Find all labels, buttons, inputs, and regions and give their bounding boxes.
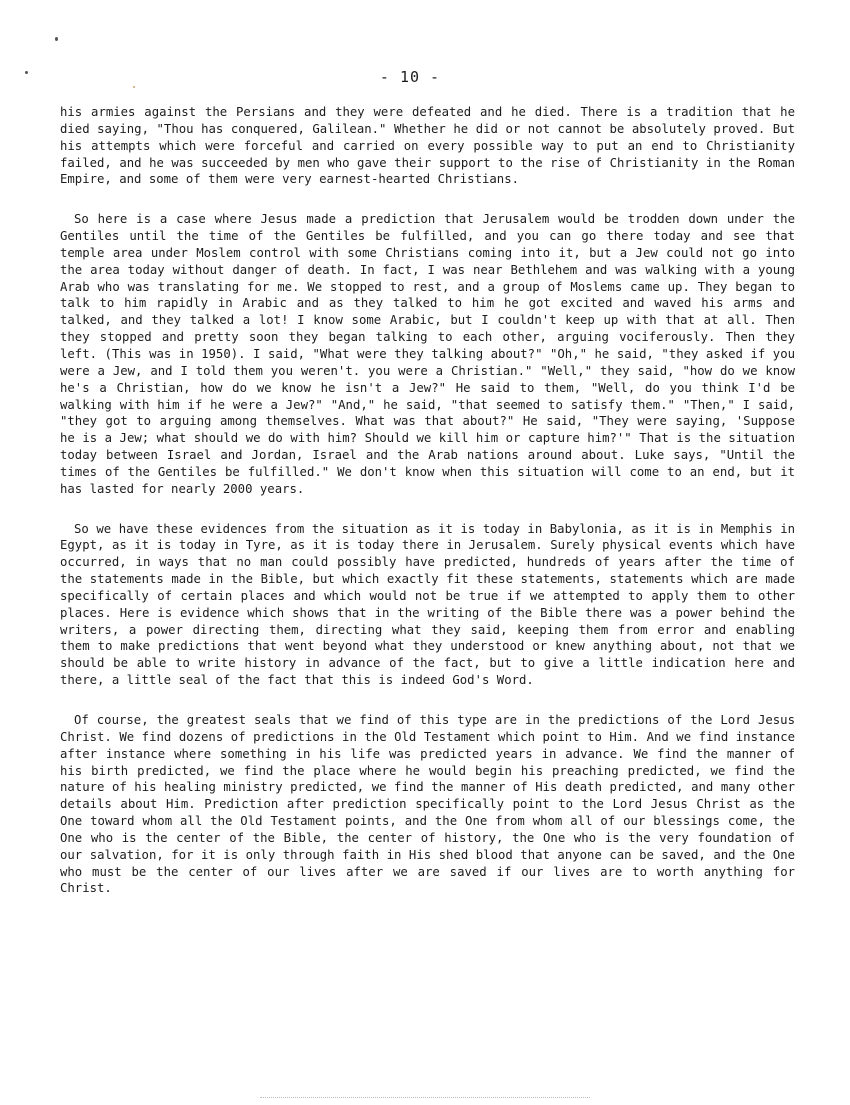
paragraph-4: Of course, the greatest seals that we find of this type are in the predictions of the Lord Jesus Christ. We find dozens of predictions in the Old Testament which point to Him. And we find instance after instance where something in his life was predicted years in advance. We find the manner of his birth predicted, we find the place where he would begin his preaching predicted, we find the nature of his healing ministry predicted, we find the manner of His death predicted, and many other details about Him. Prediction after prediction specifically point to the Lord Jesus Christ as the One toward whom all the Old Testament points, and the One from whom all of our blessings come, the One who is the center of the Bible, the center of history, the One who is the very foundation of our salvation, for it is only through faith in His shed blood that anyone can be saved, and the One who must be the center of our lives after we are saved if our lives are to worth anything for Christ. — [60, 713, 795, 896]
paragraph-1: his armies against the Persians and they were defeated and he died. There is a tradition that he died saying, "Thou has conquered, Galilean." Whether he did or not cannot be absolutely proved. But his attempts which were forceful and carried on every possible way to put an end to Christianity failed, and he was succeeded by men who gave their support to the rise of Christianity in the Roman Empire, and some of them were very earnest-hearted Christians. — [60, 105, 795, 187]
body-text — [60, 104, 795, 920]
paragraph-2: So here is a case where Jesus made a prediction that Jerusalem would be trodden down under the Gentiles until the time of the Gentiles be fulfilled, and you can go there today and see that temple area under Moslem control with some Christians coming into it, but a Jew could not go into the area today without danger of death. In fact, I was near Bethlehem and was walking with a young Arab who was translating for me. We stopped to rest, and a group of Moslems came up. They began to talk to him rapidly in Arabic and as they talked to him he got excited and waved his arms and talked, and they talked a lot! I know some Arabic, but I couldn't keep up with that at all. Then they stopped and pretty soon they began talking to each other, arguing vociferously. Then they left. (This was in 1950). I said, "What were they talking about?" "Oh," he said, "they asked if you were a Jew, and I told them you weren't. you were a Christian." "Well," they said, "how do we know he's a Christian, how do we know he isn't a Jew?" He said to them, "Well, do you think I'd be walking with him if he were a Jew?" "And," he said, "that seemed to satisfy them." "Then," I said, "they got to arguing among themselves. What was that about?" He said, "They were saying, 'Suppose he is a Jew; what should we do with him? Should we kill him or capture him?'" That is the situation today between Israel and Jordan, Israel and the Arab nations around about. Luke says, "Until the times of the Gentiles be fulfilled." We don't know when this situation will come to an end, but it has lasted for nearly 2000 years. — [60, 212, 795, 496]
scan-artifact-line — [260, 1097, 590, 1099]
page-number: - 10 - — [379, 68, 441, 86]
paragraph-3: So we have these evidences from the situation as it is today in Babylonia, as it is in Memphis in Egypt, as it is today in Tyre, as it is today there in Jerusalem. Surely physical events which have occurred, in ways that no man could possibly have predicted, hundreds of years after the time of the statements made in the Bible, but which exactly fit these statements, statements which are made specifically of certain places and which would not be true if we attempted to apply them to other places. Here is evidence which shows that in the writing of the Bible there was a power behind the writers, a power directing them, directing what they said, keeping them from error and enabling them to make predictions that went beyond what they understood or knew anything about, not that we should be able to write history in advance of the fact, but to give a little indication here and there, a little seal of the fact that this is indeed God's Word. — [60, 521, 795, 688]
scan-speck — [55, 37, 58, 41]
scan-speck — [133, 86, 135, 88]
